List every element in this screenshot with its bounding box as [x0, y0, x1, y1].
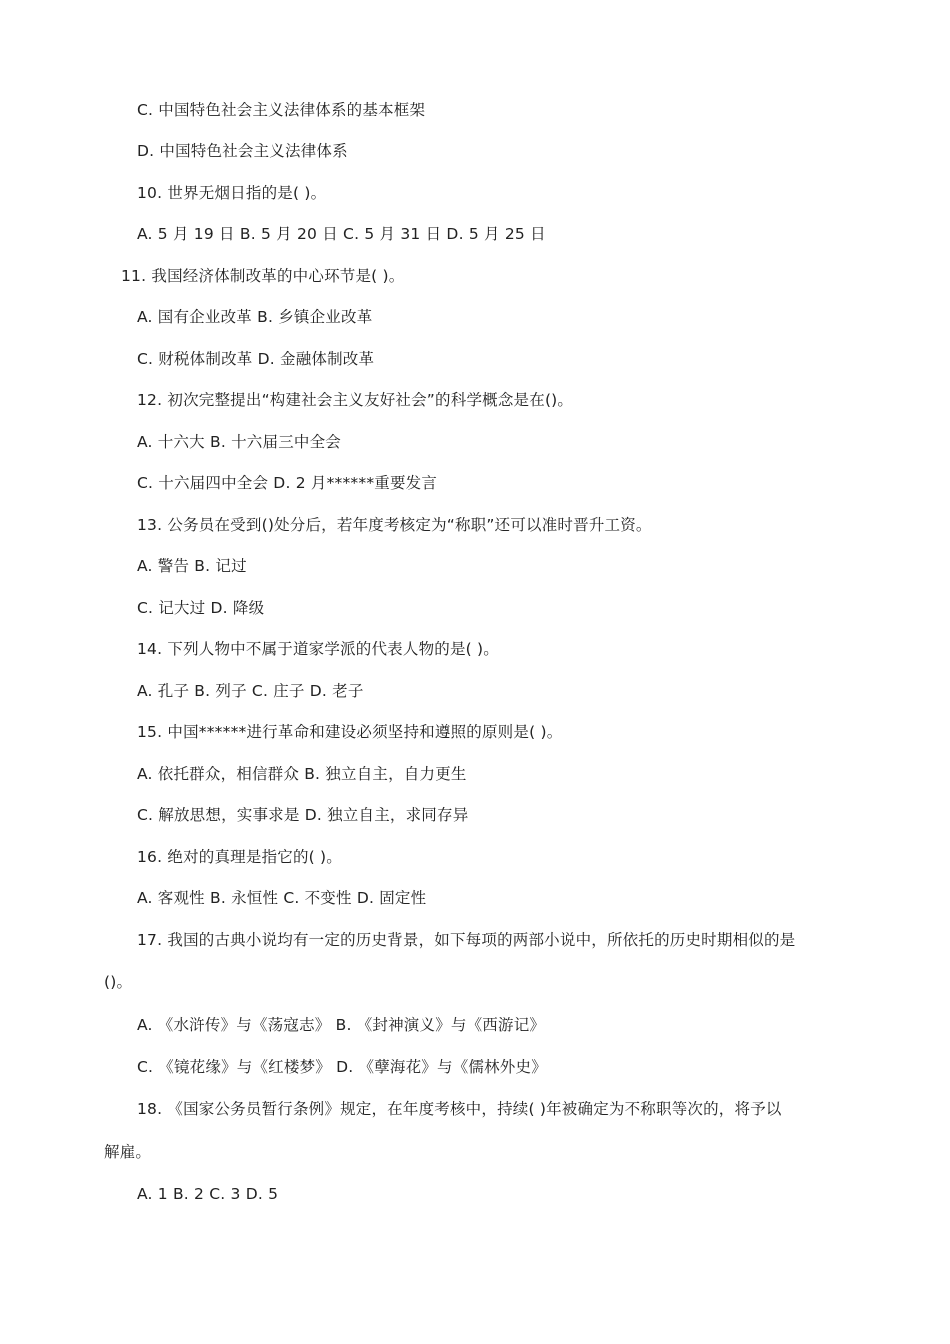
option-line: A. 国有企业改革 B. 乡镇企业改革 — [137, 308, 373, 326]
option-line: A. 依托群众，相信群众 B. 独立自主，自力更生 — [137, 765, 467, 783]
option-line: C. 《镜花缘》与《红楼梦》 D. 《孽海花》与《儒林外史》 — [137, 1058, 547, 1076]
question-17: 17. 我国的古典小说均有一定的历史背景，如下每项的两部小说中，所依托的历史时期相似的是 — [137, 931, 796, 949]
option-line: A. 5 月 19 日 B. 5 月 20 日 C. 5 月 31 日 D. 5 月 25 日 — [137, 225, 546, 243]
option-line: C. 记大过 D. 降级 — [137, 599, 265, 617]
option-line: C. 中国特色社会主义法律体系的基本框架 — [137, 101, 426, 119]
question-10: 10. 世界无烟日指的是( )。 — [137, 184, 327, 202]
question-12: 12. 初次完整提出“构建社会主义友好社会”的科学概念是在()。 — [137, 391, 574, 409]
question-18: 18. 《国家公务员暂行条例》规定，在年度考核中，持续( )年被确定为不称职等次的，将予以 — [137, 1100, 782, 1118]
question-11: 11. 我国经济体制改革的中心环节是( )。 — [121, 267, 405, 285]
option-line: C. 十六届四中全会 D. 2 月******重要发言 — [137, 474, 438, 492]
question-16: 16. 绝对的真理是指它的( )。 — [137, 848, 342, 866]
option-line: A. 孔子 B. 列子 C. 庄子 D. 老子 — [137, 682, 364, 700]
option-line: C. 解放思想，实事求是 D. 独立自主，求同存异 — [137, 806, 469, 824]
option-line: A. 客观性 B. 永恒性 C. 不变性 D. 固定性 — [137, 889, 427, 907]
option-line: A. 警告 B. 记过 — [137, 557, 247, 575]
option-line: C. 财税体制改革 D. 金融体制改革 — [137, 350, 375, 368]
question-17-continuation: ()。 — [104, 973, 133, 991]
question-14: 14. 下列人物中不属于道家学派的代表人物的是( )。 — [137, 640, 499, 658]
option-line: A. 十六大 B. 十六届三中全会 — [137, 433, 342, 451]
option-line: A. 《水浒传》与《荡寇志》 B. 《封神演义》与《西游记》 — [137, 1016, 546, 1034]
question-13: 13. 公务员在受到()处分后，若年度考核定为“称职”还可以准时晋升工资。 — [137, 516, 652, 534]
question-15: 15. 中国******进行革命和建设必须坚持和遵照的原则是( )。 — [137, 723, 563, 741]
option-line: D. 中国特色社会主义法律体系 — [137, 142, 348, 160]
question-18-continuation: 解雇。 — [104, 1143, 152, 1161]
option-line: A. 1 B. 2 C. 3 D. 5 — [137, 1185, 279, 1203]
